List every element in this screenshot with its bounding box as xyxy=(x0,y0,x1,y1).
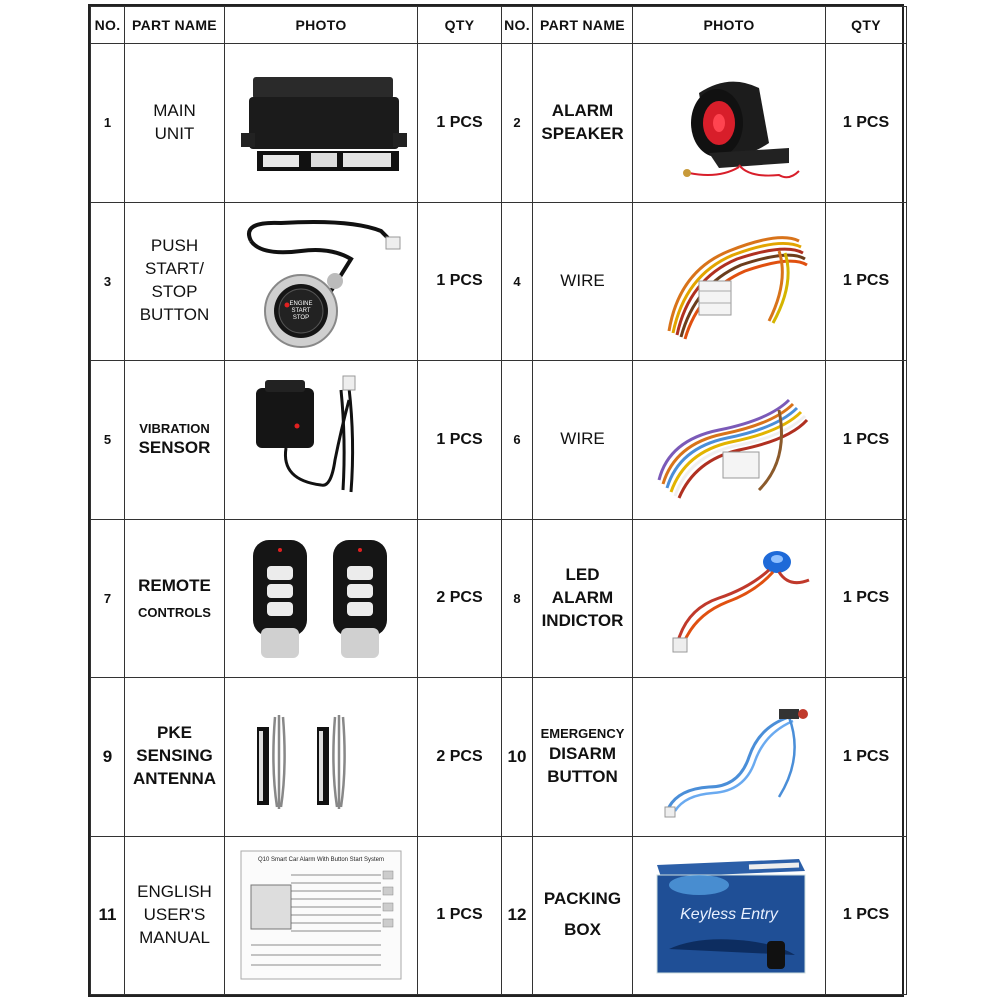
svg-text:Keyless Entry: Keyless Entry xyxy=(680,906,778,924)
part-name: WIRE xyxy=(533,361,633,520)
header-photo: PHOTO xyxy=(633,7,826,44)
header-photo: PHOTO xyxy=(225,7,418,44)
header-part-name: PART NAME xyxy=(533,7,633,44)
photo-main-unit xyxy=(225,44,418,203)
table-row xyxy=(91,44,907,203)
parts-list-sheet xyxy=(88,4,904,997)
photo-user-manual xyxy=(225,836,418,995)
part-name: REMOTE CONTROLS xyxy=(125,519,225,678)
item-number: 8 xyxy=(502,519,533,678)
photo-push-button xyxy=(225,202,418,361)
part-name: PACKING BOX xyxy=(533,836,633,995)
quantity: 1 PCS xyxy=(826,519,907,678)
header-qty: QTY xyxy=(418,7,502,44)
table-row xyxy=(91,678,907,837)
svg-text:STOP: STOP xyxy=(292,315,310,322)
header-no: NO. xyxy=(502,7,533,44)
header-row xyxy=(91,7,907,44)
header-part-name: PART NAME xyxy=(125,7,225,44)
quantity: 2 PCS xyxy=(418,519,502,678)
item-number: 11 xyxy=(91,836,125,995)
part-name: PUSH START/ STOP BUTTON xyxy=(125,202,225,361)
quantity: 1 PCS xyxy=(418,202,502,361)
photo-alarm-speaker xyxy=(633,44,826,203)
svg-text:Q10 Smart Car Alarm With Butto: Q10 Smart Car Alarm With Button Start System xyxy=(257,857,385,864)
header-qty: QTY xyxy=(826,7,907,44)
item-number: 6 xyxy=(502,361,533,520)
item-number: 7 xyxy=(91,519,125,678)
quantity: 1 PCS xyxy=(826,361,907,520)
item-number: 3 xyxy=(91,202,125,361)
quantity: 1 PCS xyxy=(418,44,502,203)
table-row xyxy=(91,836,907,995)
photo-led-indicator xyxy=(633,519,826,678)
item-number: 2 xyxy=(502,44,533,203)
part-name: WIRE xyxy=(533,202,633,361)
part-name: MAIN UNIT xyxy=(125,44,225,203)
svg-text:ENGINE: ENGINE xyxy=(289,301,313,308)
part-name: EMERGENCY DISARM BUTTON xyxy=(533,678,633,837)
part-name: ENGLISH USER'S MANUAL xyxy=(125,836,225,995)
quantity: 1 PCS xyxy=(826,202,907,361)
quantity: 1 PCS xyxy=(826,678,907,837)
table-row xyxy=(91,361,907,520)
item-number: 12 xyxy=(502,836,533,995)
photo-remote-controls xyxy=(225,519,418,678)
svg-text:START: START xyxy=(291,308,311,315)
item-number: 1 xyxy=(91,44,125,203)
photo-wire-harness xyxy=(633,361,826,520)
photo-vibration-sensor xyxy=(225,361,418,520)
parts-table xyxy=(90,6,907,995)
item-number: 10 xyxy=(502,678,533,837)
item-number: 4 xyxy=(502,202,533,361)
photo-wire-harness xyxy=(633,202,826,361)
part-name: PKE SENSING ANTENNA xyxy=(125,678,225,837)
item-number: 5 xyxy=(91,361,125,520)
item-number: 9 xyxy=(91,678,125,837)
part-name: VIBRATION SENSOR xyxy=(125,361,225,520)
part-name: LED ALARM INDICTOR xyxy=(533,519,633,678)
quantity: 1 PCS xyxy=(826,44,907,203)
quantity: 2 PCS xyxy=(418,678,502,837)
part-name: ALARM SPEAKER xyxy=(533,44,633,203)
photo-packing-box xyxy=(633,836,826,995)
quantity: 1 PCS xyxy=(826,836,907,995)
quantity: 1 PCS xyxy=(418,836,502,995)
quantity: 1 PCS xyxy=(418,361,502,520)
header-no: NO. xyxy=(91,7,125,44)
table-row xyxy=(91,519,907,678)
photo-antenna xyxy=(225,678,418,837)
table-row xyxy=(91,202,907,361)
photo-disarm-button xyxy=(633,678,826,837)
